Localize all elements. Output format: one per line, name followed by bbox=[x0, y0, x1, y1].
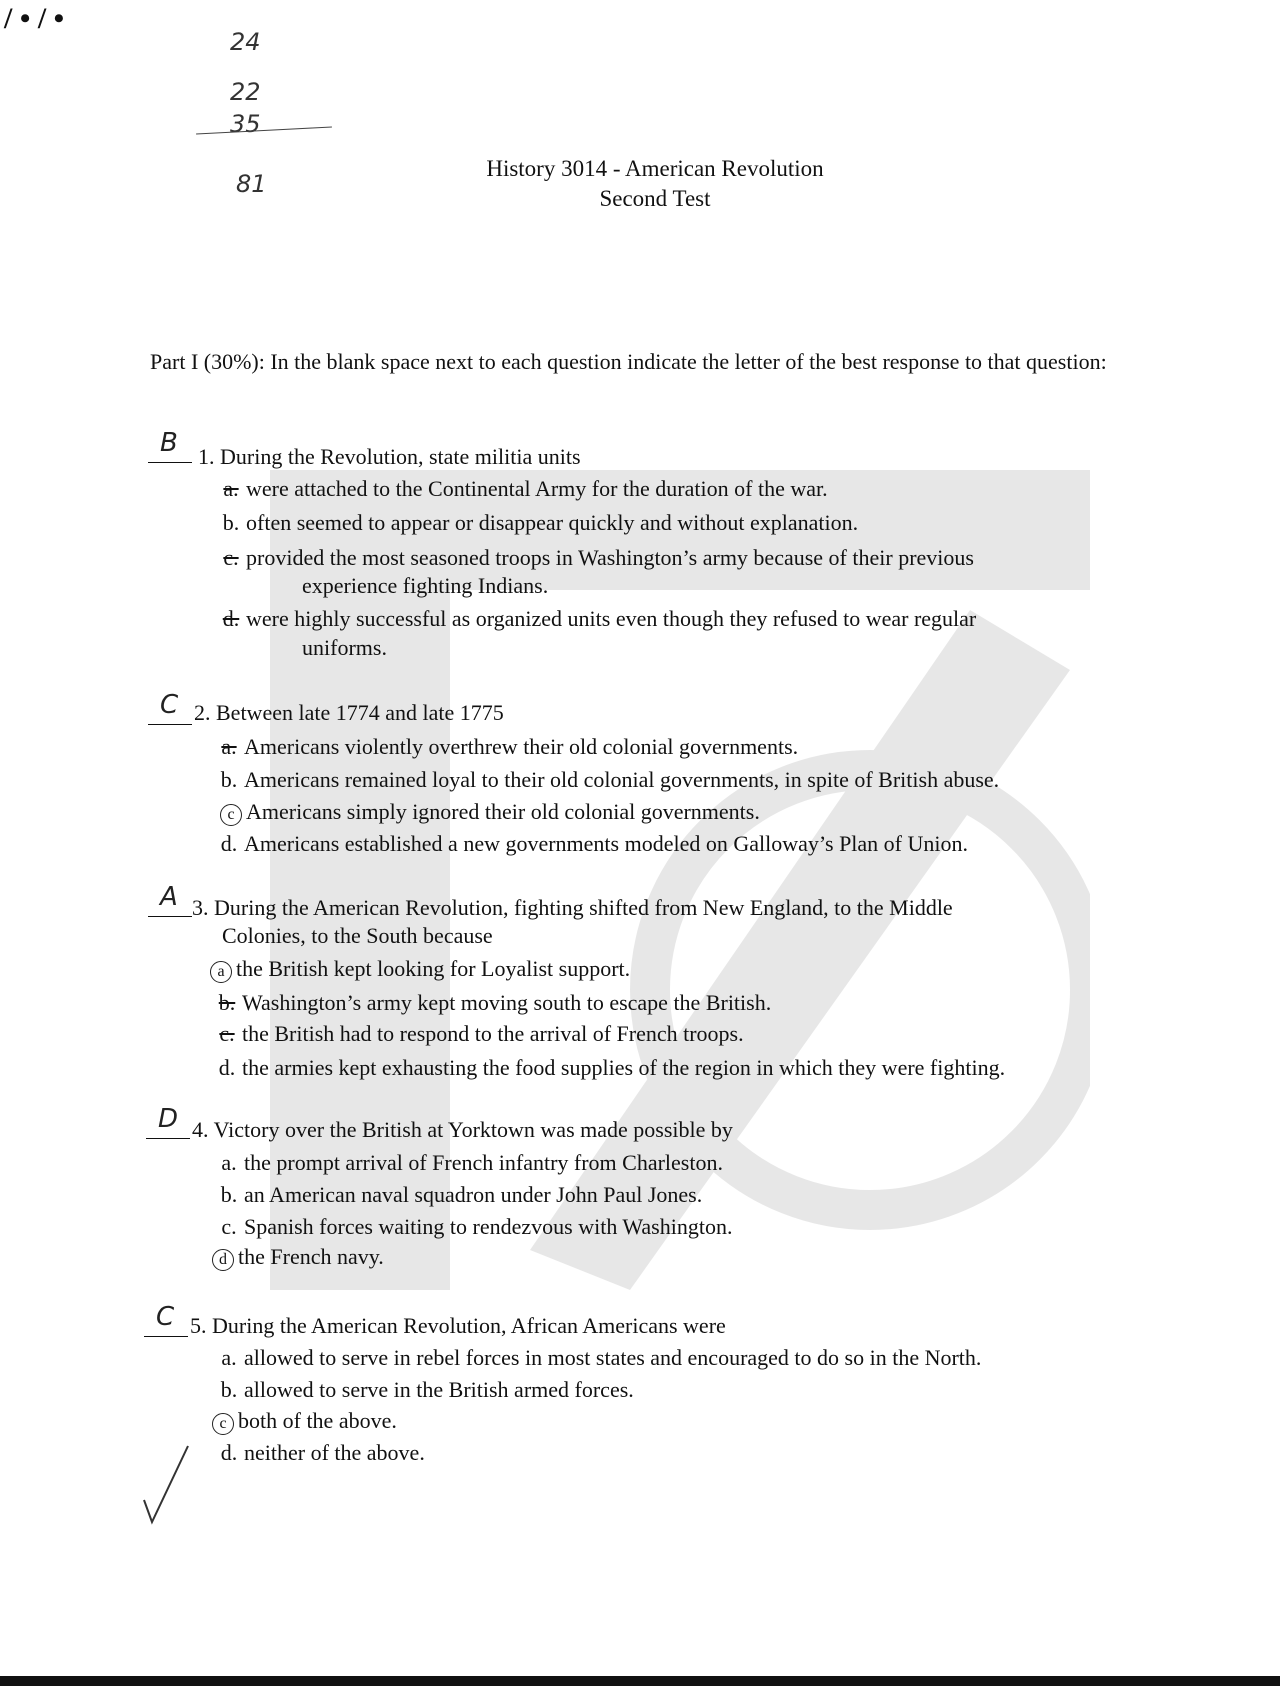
q2-option-c: c Americans simply ignored their old colonial governments. bbox=[220, 799, 760, 826]
q3-option-a: a the British kept looking for Loyalist support. bbox=[210, 956, 630, 983]
answer-blank-1[interactable] bbox=[148, 428, 192, 463]
question-1: 1. During the Revolution, state militia units bbox=[198, 444, 581, 469]
answer-blank-5[interactable] bbox=[144, 1302, 188, 1337]
q2-option-a: a. Americans violently overthrew their old colonial governments. bbox=[221, 734, 799, 759]
answer-1: B bbox=[160, 428, 178, 458]
question-3: 3. During the American Revolution, fighting shifted from New England, to the Middle bbox=[192, 895, 953, 920]
q1-option-c: c. provided the most seasoned troops in Washington’s army because of their previous bbox=[223, 545, 974, 570]
q1-option-b: b. often seemed to appear or disappear quickly and without explanation. bbox=[222, 510, 859, 535]
score-line-2: 22 bbox=[230, 78, 261, 106]
q1-option-a: a. were attached to the Continental Army for the duration of the war. bbox=[223, 476, 828, 501]
q1-option-d-cont: uniforms. bbox=[302, 635, 387, 660]
score-total: 81 bbox=[236, 170, 267, 198]
q5-option-a: a. allowed to serve in rebel forces in most states and encouraged to do so in the North. bbox=[221, 1345, 982, 1370]
question-2: 2. Between late 1774 and late 1775 bbox=[194, 700, 504, 725]
corner-marks: / • / • bbox=[4, 2, 65, 35]
q4-option-d: d the French navy. bbox=[212, 1244, 384, 1271]
q4-option-c: c. Spanish forces waiting to rendezvous with Washington. bbox=[221, 1214, 733, 1239]
q2-option-d: d. Americans established a new governments modeled on Galloway’s Plan of Union. bbox=[220, 831, 969, 856]
answer-5: C bbox=[156, 1302, 175, 1332]
q5-option-b: b. allowed to serve in the British armed forces. bbox=[220, 1377, 634, 1402]
q3-option-d: d. the armies kept exhausting the food supplies of the region in which they were fighting. bbox=[218, 1055, 1006, 1080]
q5-option-c: c both of the above. bbox=[212, 1408, 397, 1435]
score-divider bbox=[196, 126, 332, 134]
answer-blank-3[interactable] bbox=[148, 882, 192, 917]
scan-edge bbox=[0, 1676, 1280, 1686]
question-4: 4. Victory over the British at Yorktown was made possible by bbox=[192, 1117, 733, 1142]
q4-option-a: a. the prompt arrival of French infantry from Charleston. bbox=[221, 1150, 723, 1175]
answer-3: A bbox=[160, 882, 178, 912]
q3-option-c: c. the British had to respond to the arrival of French troops. bbox=[219, 1021, 744, 1046]
answer-2: C bbox=[160, 690, 179, 720]
q1-option-d: d. were highly successful as organized units even though they refused to wear regular bbox=[222, 606, 977, 631]
q2-option-b: b. Americans remained loyal to their old colonial governments, in spite of British abuse. bbox=[220, 767, 1000, 792]
answer-4: D bbox=[158, 1104, 179, 1134]
part-instructions: Part I (30%): In the blank space next to each question indicate the letter of the best response to that question: bbox=[150, 349, 1107, 374]
q4-option-b: b. an American naval squadron under John Paul Jones. bbox=[220, 1182, 703, 1207]
course-title: History 3014 - American Revolution bbox=[486, 156, 824, 181]
test-subtitle: Second Test bbox=[599, 186, 711, 211]
question-3-cont: Colonies, to the South because bbox=[222, 923, 493, 948]
score-line-1: 24 bbox=[230, 28, 261, 56]
test-title bbox=[380, 154, 930, 214]
check-mark-icon bbox=[140, 1440, 200, 1530]
q1-option-c-cont: experience fighting Indians. bbox=[302, 573, 549, 598]
answer-blank-4[interactable] bbox=[146, 1104, 190, 1139]
q5-option-d: d. neither of the above. bbox=[220, 1440, 425, 1465]
answer-blank-2[interactable] bbox=[148, 690, 192, 725]
score-line-3: 35 bbox=[230, 110, 261, 138]
q3-option-b: b. Washington’s army kept moving south to escape the British. bbox=[218, 990, 772, 1015]
question-5: 5. During the American Revolution, African Americans were bbox=[190, 1313, 726, 1338]
